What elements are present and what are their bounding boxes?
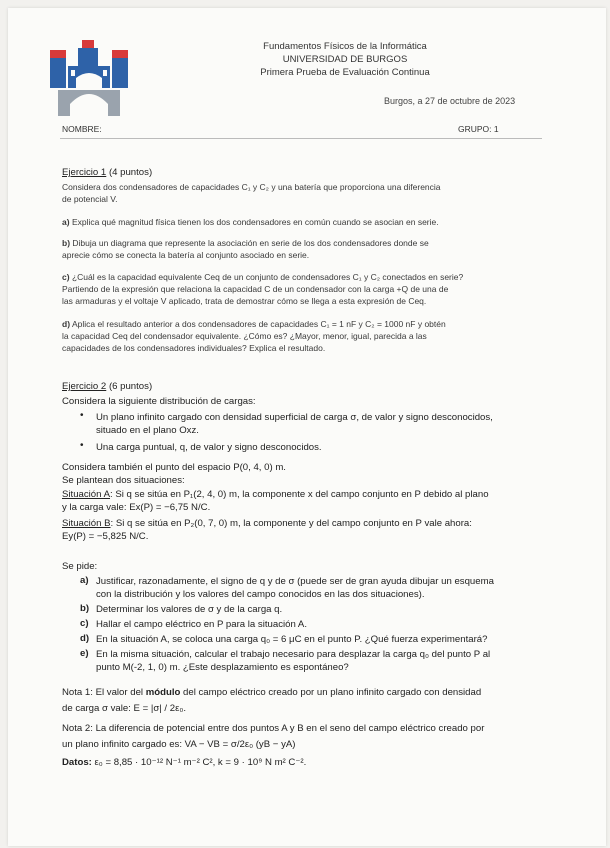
ej1-item-c — [62, 271, 463, 283]
item-a-line-1: Justificar, razonadamente, el signo de q y de σ (puede ser de gran ayuda dibujar un esquema — [96, 576, 494, 587]
sit-b-text-2: Ey(P) = −5,825 N/C. — [62, 531, 149, 542]
item-d-line-1: En la situación A, se coloca una carga q₀ = 6 μC en el punto P. ¿Qué fuerza experimentará? — [96, 634, 488, 645]
nota2-line-2: un plano infinito cargado es: VA − VB = σ/2ε₀ (yB − yA) — [62, 739, 296, 750]
nota1-formula: de carga σ vale: E = |σ| / 2ε₀. — [62, 703, 187, 714]
item-d-label: d) — [80, 633, 90, 644]
datos-text: ε₀ = 8,85 · 10⁻¹² N⁻¹ m⁻² C², k = 9 · 10⁹ N m² C⁻². — [94, 757, 307, 768]
ej1-d-text-1: Aplica el resultado anterior a dos condensadores de capacidades C₁ = 1 nF y C₂ = 1000 nF y obtén — [71, 319, 446, 329]
datos-label: Datos: — [62, 757, 92, 768]
ej2-bullet1-1: Un plano infinito cargado con densidad superficial de carga σ, de valor y signo desconocidos, — [96, 412, 493, 423]
sit-b-label: Situación B — [62, 518, 111, 529]
header-university: UNIVERSIDAD DE BURGOS — [282, 54, 408, 65]
item-a-label: a) — [80, 575, 89, 586]
ej2-title: Ejercicio 2 — [62, 381, 107, 392]
ej1-intro-1: Considera dos condensadores de capacidades C₁ y C₂ y una batería que proporciona una diferencia — [62, 182, 441, 192]
sit-a-text-2: y la carga vale: Ex(P) = −6,75 N/C. — [62, 502, 211, 513]
ej2-situacion-a — [62, 488, 489, 501]
ej1-c-label: c) — [62, 272, 70, 282]
ej1-c-text-1: ¿Cuál es la capacidad equivalente Ceq de un conjunto de condensadores C₁ y C₂ conectados en serie? — [71, 272, 464, 282]
ej1-c-text-3: las armaduras y el voltaje V aplicado, trata de demostrar cómo se llega a esta expresión de Ceq. — [62, 296, 427, 306]
nota1-modulo: módulo — [145, 687, 181, 698]
ej1-intro-2: de potencial V. — [62, 194, 118, 204]
ej1-item-b — [62, 237, 429, 249]
grupo-label: GRUPO: 1 — [458, 124, 499, 134]
ej2-heading — [62, 380, 152, 393]
ej1-c-text-2: Partiendo de la expresión que relaciona la capacidad C de un condensador con la carga +Q de una de — [62, 284, 449, 294]
ej1-a-text: Explica qué magnitud física tienen los dos condensadores en común cuando se asocian en serie. — [71, 217, 439, 227]
ej1-d-label: d) — [62, 319, 71, 329]
ej2-situacion-b — [62, 517, 472, 530]
item-a-line-2: con la distribución y los valores del campo conocidos en las dos situaciones). — [96, 589, 425, 600]
ej1-item-d — [62, 318, 446, 330]
datos — [62, 756, 306, 769]
bullet-dot: • — [80, 410, 84, 421]
nota1-c: del campo eléctrico creado por un plano infinito cargado con densidad — [183, 687, 482, 698]
ej2-bullet2: Una carga puntual, q, de valor y signo desconocidos. — [96, 442, 322, 453]
item-c-label: c) — [80, 618, 89, 629]
ej1-b-label: b) — [62, 238, 71, 248]
nota2-line-1: Nota 2: La diferencia de potencial entre dos puntos A y B en el seno del campo eléctrico creado por — [62, 723, 485, 734]
item-c-line-1: Hallar el campo eléctrico en P para la situación A. — [96, 619, 307, 630]
ej2-intro: Considera la siguiente distribución de cargas: — [62, 396, 256, 407]
nombre-label: NOMBRE: — [62, 124, 102, 134]
ej1-b-text-2: aprecie cómo se conecta la batería al conjunto asociado en serie. — [62, 250, 310, 260]
document-header — [220, 40, 470, 79]
ej2-punto: Considera también el punto del espacio P(0, 4, 0) m. — [62, 462, 286, 473]
ej2-points: (6 puntos) — [108, 381, 153, 392]
ej2-bullet1-2: situado en el plano Oxz. — [96, 425, 199, 436]
bullet-dot: • — [80, 440, 84, 451]
header-divider — [60, 138, 542, 139]
exam-date: Burgos, a 27 de octubre de 2023 — [384, 96, 516, 106]
ej2-plantean: Se plantean dos situaciones: — [62, 475, 185, 486]
ej1-a-label: a) — [62, 217, 70, 227]
ej1-d-text-2: la capacidad Ceq del condensador equivalente. ¿Cómo es? ¿Mayor, menor, igual, parecida a las — [62, 331, 427, 341]
ej1-b-text-1: Dibuja un diagrama que represente la asociación en serie de los dos condensadores donde se — [72, 238, 429, 248]
ej1-heading — [62, 166, 152, 179]
sit-a-label: Situación A — [62, 489, 111, 500]
nota1-a: Nota 1: El valor del — [62, 687, 144, 698]
ej1-item-a — [62, 216, 439, 228]
header-exam: Primera Prueba de Evaluación Continua — [260, 67, 430, 78]
ej2-se-pide: Se pide: — [62, 561, 98, 572]
item-e-label: e) — [80, 648, 89, 659]
sit-b-text-1: : Si q se sitúa en P₂(0, 7, 0) m, la componente y del campo conjunto en P vale ahora: — [110, 518, 472, 529]
item-b-label: b) — [80, 603, 90, 614]
header-course: Fundamentos Físicos de la Informática — [263, 41, 427, 52]
university-logo — [48, 38, 130, 118]
ej1-title: Ejercicio 1 — [62, 167, 107, 178]
ej1-points: (4 puntos) — [108, 167, 153, 178]
ej1-d-text-3: capacidades de los condensadores individuales? Explica el resultado. — [62, 343, 326, 353]
item-b-line-1: Determinar los valores de σ y de la carga q. — [96, 604, 283, 615]
item-e-line-2: punto M(-2, 1, 0) m. ¿Este desplazamiento es espontáneo? — [96, 662, 349, 673]
nota-1 — [62, 686, 481, 699]
item-e-line-1: En la misma situación, calcular el trabajo necesario para desplazar la carga q₀ del punto P al — [96, 649, 491, 660]
sit-a-text-1: : Si q se sitúa en P₁(2, 4, 0) m, la componente x del campo conjunto en P debido al plano — [110, 489, 489, 500]
